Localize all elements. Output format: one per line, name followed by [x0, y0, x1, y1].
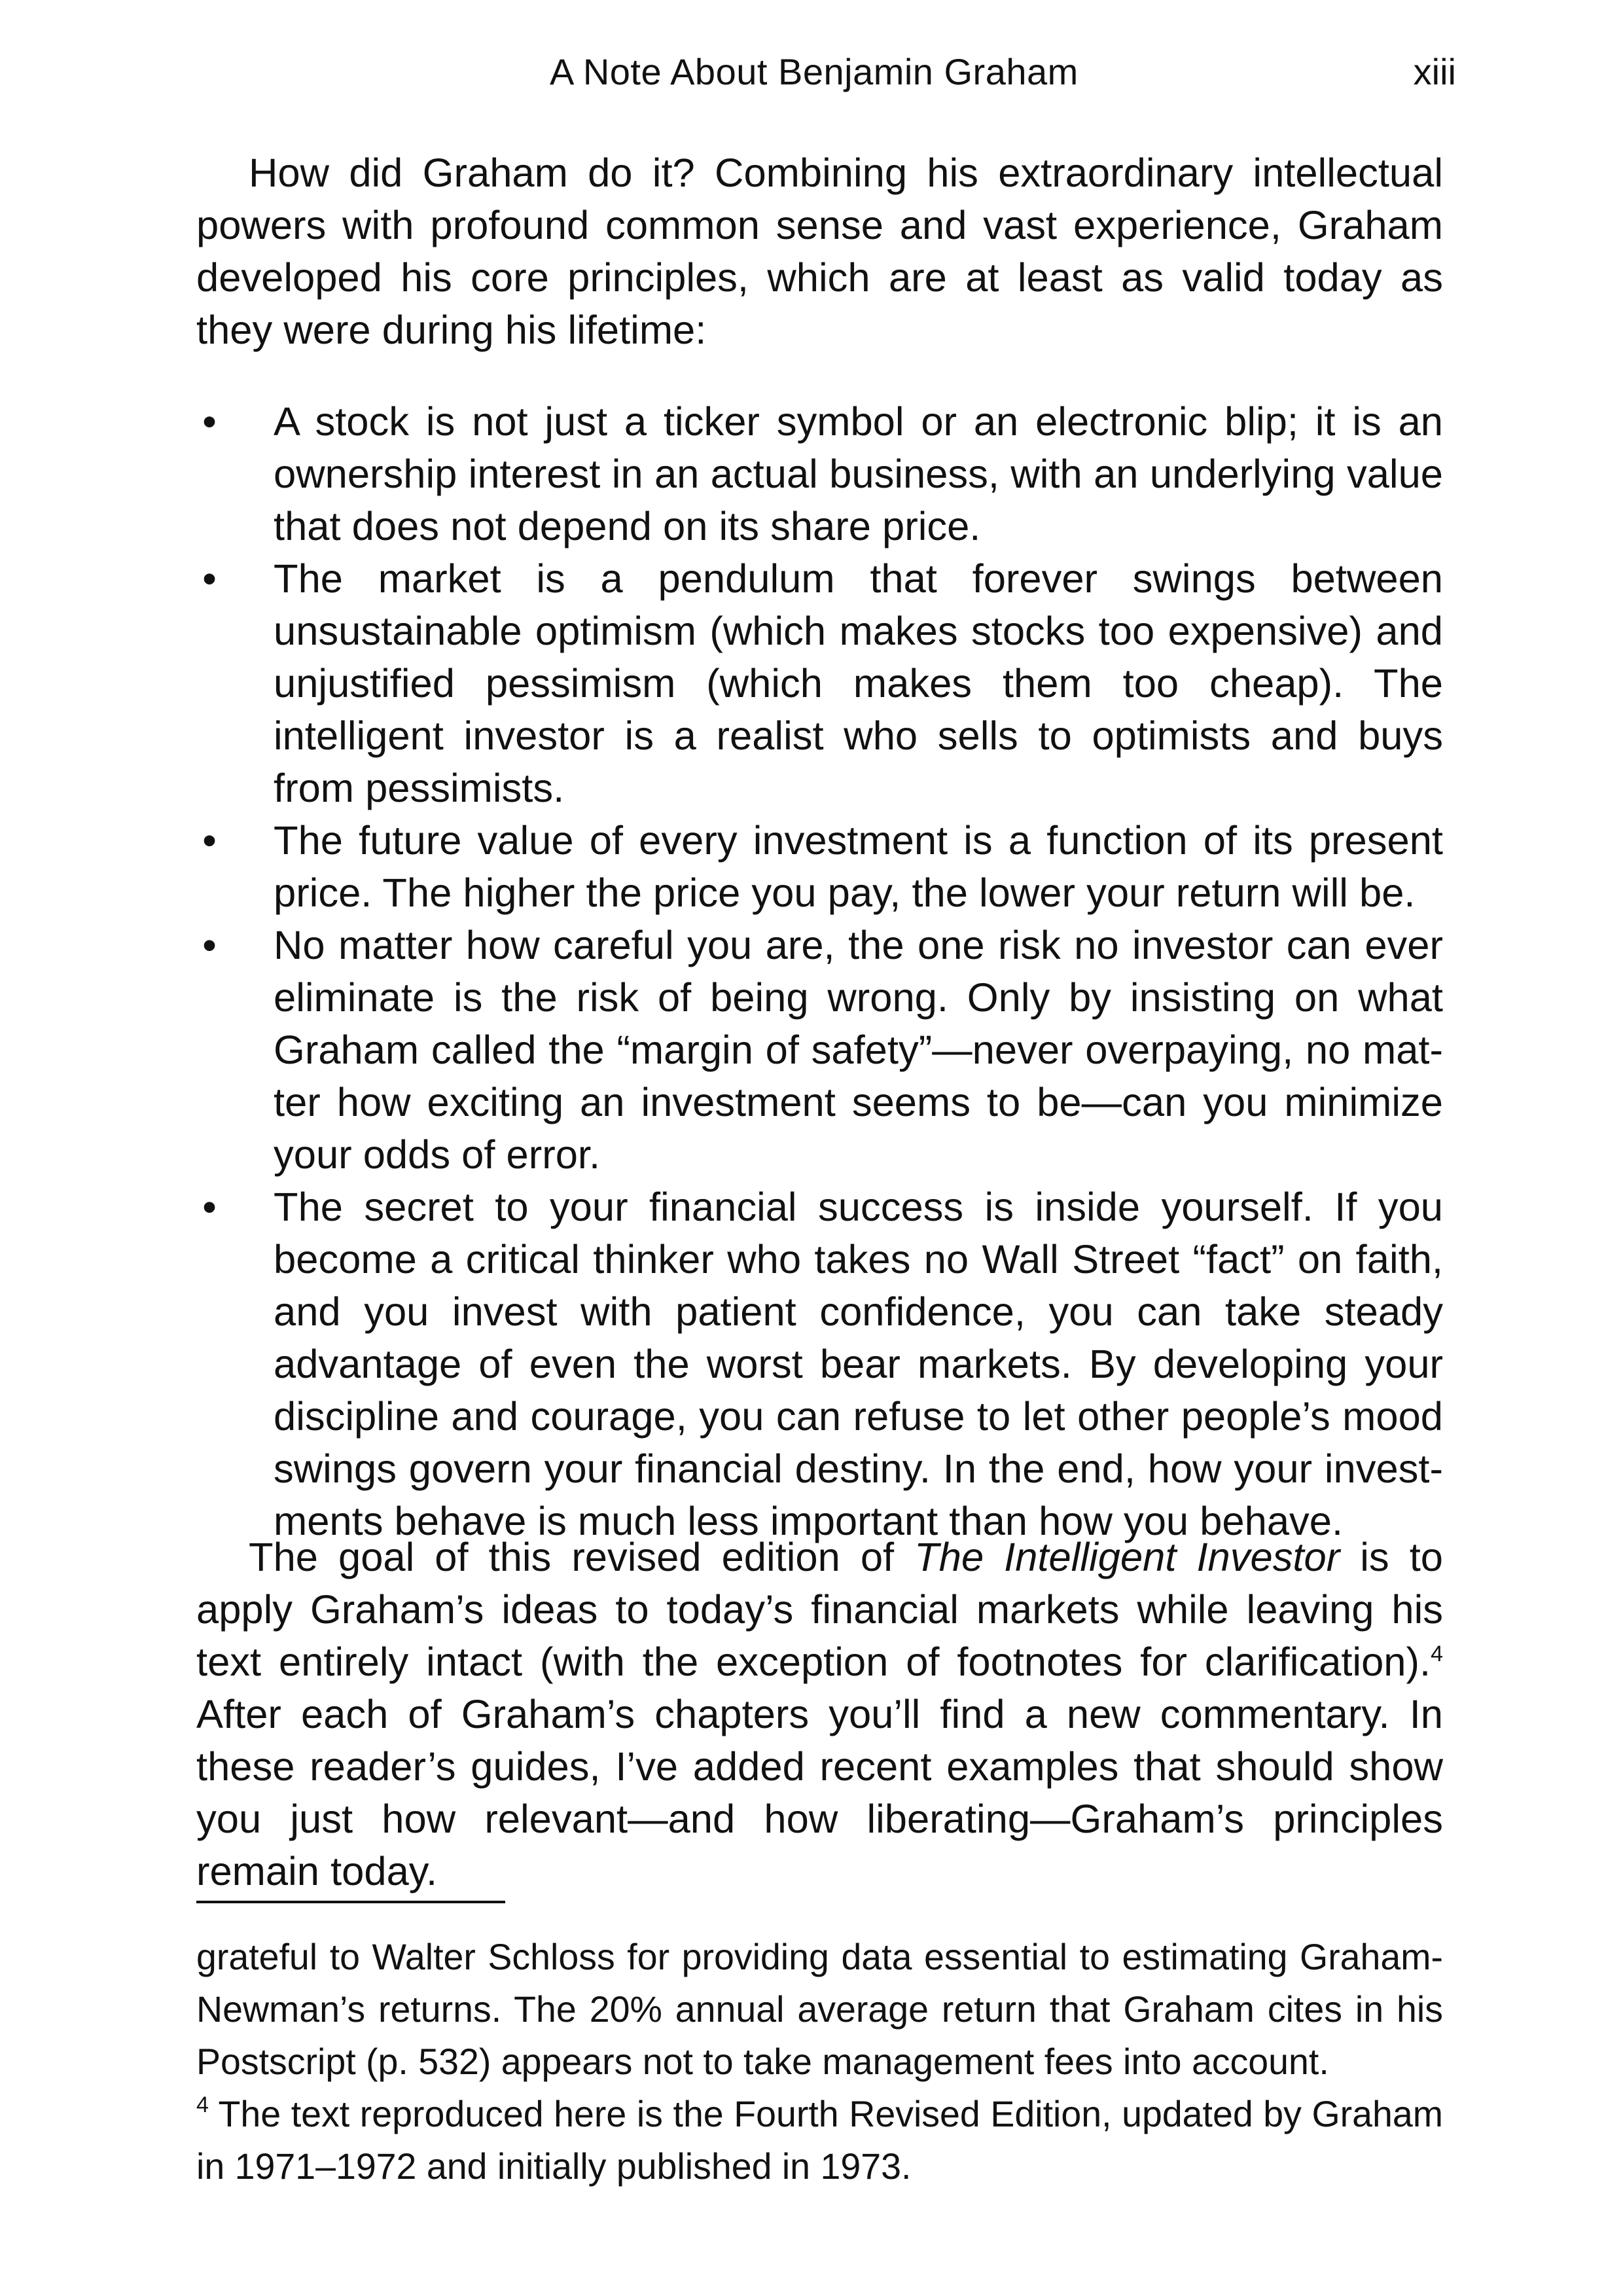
footnote-reference: 4 — [1431, 1641, 1443, 1666]
bullet-icon: • — [202, 556, 217, 601]
list-item — [196, 553, 1443, 815]
principles-list — [196, 396, 1443, 1548]
running-header — [0, 46, 1623, 98]
closing-paragraph-block — [196, 1532, 1443, 1898]
closing-paragraph — [196, 1532, 1443, 1898]
list-item — [196, 815, 1443, 920]
intro-paragraph-block — [196, 147, 1443, 357]
bullet-icon: • — [202, 399, 217, 444]
closing-text-middle: is to apply Graham’s ideas to today’s financial markets while leaving his text entirely intact (with the exception of footnotes for clarification). — [196, 1535, 1443, 1685]
bullet-icon: • — [202, 818, 217, 863]
footnote-mark: 4 — [196, 2092, 209, 2117]
bullet-icon: • — [202, 923, 217, 968]
list-item-text: The future value of every investment is a function of its present price. The higher the price you pay, the lower your return will be. — [274, 818, 1443, 916]
list-item-text: The market is a pendulum that forever swings between unsustainable optimism (which makes stocks too expensive) and unjustified pessimism (which makes them too cheap). The intelligent investor is a realist who sells to optimists and buys from pessimists. — [274, 556, 1443, 811]
footnote-text: The text reproduced here is the Fourth Revised Edition, updated by Graham in 1971–1972 and initially published in 1973. — [196, 2094, 1443, 2187]
running-title: A Note About Benjamin Graham — [550, 51, 1079, 92]
list-item-text: The secret to your financial success is inside yourself. If you become a critical thinker who takes no Wall Street “fact” on faith, and you invest with patient confidence, you can take steady advantage of even the worst bear markets. By developing your discipline and courage, you can refuse to let other people’s mood swings govern your financial destiny. In the end, how your investments behave is much less important than how you behave. — [274, 1185, 1443, 1544]
footnote-text: grateful to Walter Schloss for providing data essential to estimating Graham-Newman’s returns. The 20% annual average return that Graham cites in his Postscript (p. 532) appears not to take management fees into account. — [196, 1937, 1443, 2082]
book-title: The Intelligent Investor — [914, 1535, 1340, 1580]
footnote-divider — [196, 1901, 505, 1903]
list-item — [196, 1181, 1443, 1548]
bullet-icon: • — [202, 1185, 217, 1230]
list-item — [196, 396, 1443, 553]
closing-text-end: After each of Graham’s chapters you’ll find a new commentary. In these reader’s guides, I’ve added recent examples that should show you just how relevant—and how liberating—Graham’s principles remain today. — [196, 1692, 1443, 1894]
footnotes-section — [196, 1931, 1443, 2193]
page-number: xiii — [1413, 51, 1456, 92]
footnote-continued — [196, 1931, 1443, 2088]
closing-text-start: The goal of this revised edition of — [249, 1535, 915, 1580]
intro-paragraph: How did Graham do it? Combining his extraordinary intellectual powers with profound common sense and vast experience, Graham developed his core principles, which are at least as valid today as they were during his lifetime: — [196, 151, 1443, 353]
list-item — [196, 920, 1443, 1181]
list-item-text: A stock is not just a ticker symbol or an electronic blip; it is an ownership interest in an actual business, with an underlying value that does not depend on its share price. — [274, 399, 1443, 549]
list-item-text: No matter how careful you are, the one risk no investor can ever eliminate is the risk of being wrong. Only by insisting on what Graham called the “margin of safety”—never overpaying, no matter how exciting an investment seems to be—can you minimize your odds of error. — [274, 923, 1443, 1177]
footnote-4 — [196, 2088, 1443, 2193]
